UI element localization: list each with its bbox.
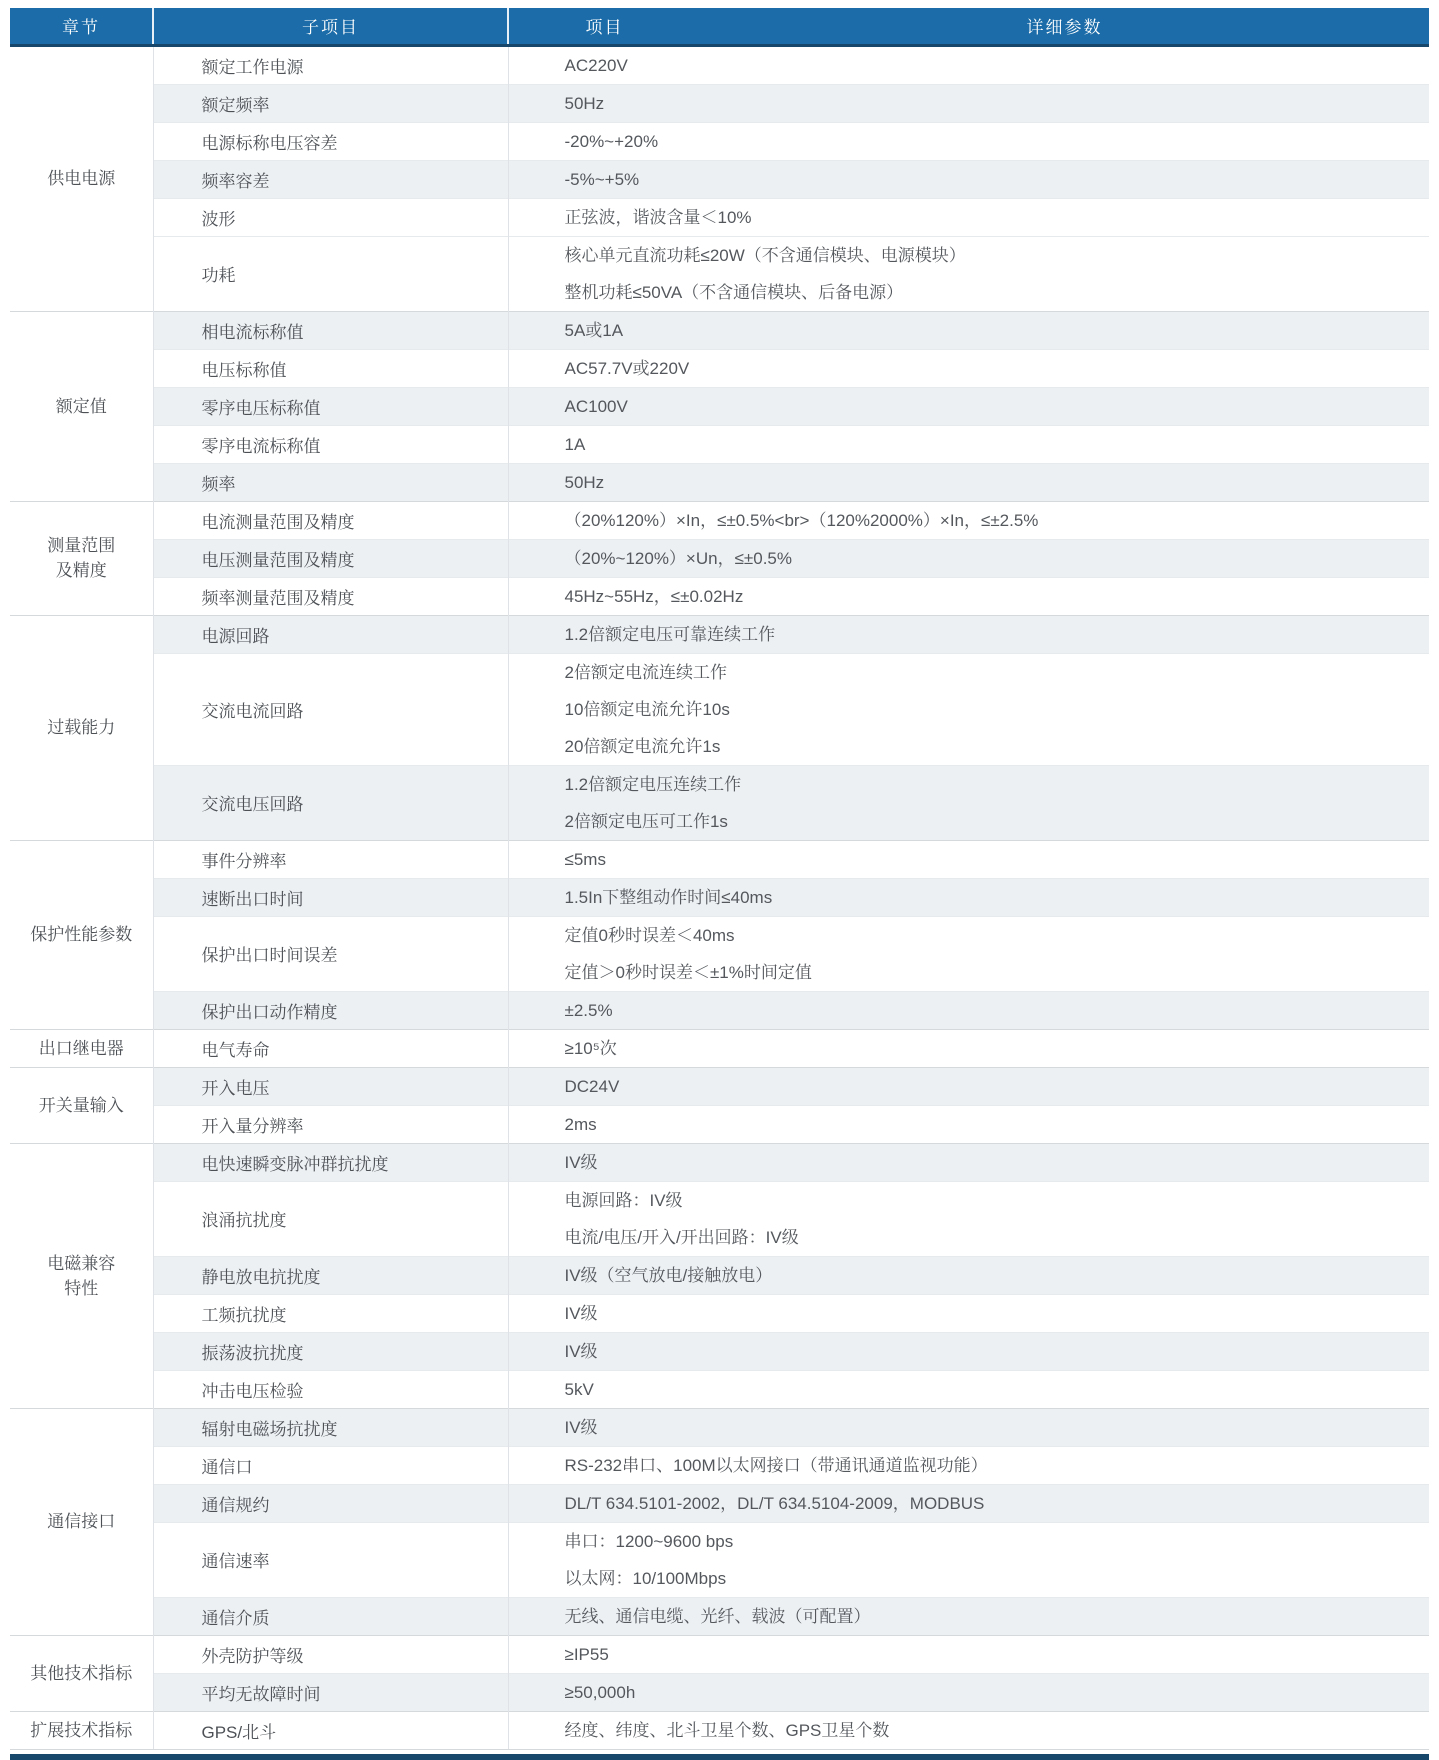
value-cell [508, 577, 1429, 615]
value-cell [508, 1673, 1429, 1711]
value-line: -5%~+5% [564, 169, 640, 189]
value-cell [508, 501, 1429, 539]
value-cell [508, 615, 1429, 653]
value-cell [508, 387, 1429, 425]
value-line: 2ms [564, 1114, 597, 1134]
value-line: 50Hz [564, 472, 605, 492]
table-row [10, 1181, 1429, 1256]
value-cell [508, 1446, 1429, 1484]
value-line: 5A或1A [564, 320, 624, 340]
chapter-cell [10, 1029, 153, 1067]
table-row [10, 349, 1429, 387]
subitem-cell: 交流电压回路 [153, 765, 508, 840]
subitem-cell: 开入电压 [153, 1067, 508, 1105]
header-cell-item: 项目 [508, 8, 700, 45]
value-line: AC100V [564, 396, 628, 416]
table-row [10, 1711, 1429, 1749]
subitem-cell: 通信规约 [153, 1484, 508, 1522]
table-row [10, 387, 1429, 425]
value-line: IV级 [564, 1341, 598, 1361]
value-cell [508, 991, 1429, 1029]
chapter-label: 特性 [64, 1278, 99, 1298]
value-cell [508, 1484, 1429, 1522]
value-line: 1.5In下整组动作时间≤40ms [564, 887, 773, 907]
table-row [10, 765, 1429, 840]
table-row [10, 236, 1429, 311]
value-line: 1A [564, 434, 586, 454]
subitem-cell: 交流电流回路 [153, 653, 508, 765]
value-cell [508, 1408, 1429, 1446]
subitem-cell: 波形 [153, 198, 508, 236]
table-row [10, 122, 1429, 160]
table-row [10, 916, 1429, 991]
table-row [10, 1484, 1429, 1522]
chapter-label: 保护性能参数 [30, 925, 133, 944]
value-cell [508, 1105, 1429, 1143]
subitem-cell: 电压测量范围及精度 [153, 539, 508, 577]
chapter-label: 及精度 [55, 561, 107, 580]
table-row [10, 1635, 1429, 1673]
value-cell [508, 425, 1429, 463]
value-line: IV级 [564, 1303, 598, 1323]
subitem-cell: 电流测量范围及精度 [153, 501, 508, 539]
value-line: RS-232串口、100M以太网接口（带通讯通道监视功能） [564, 1455, 988, 1475]
subitem-cell: 频率 [153, 463, 508, 501]
value-line: 1.2倍额定电压连续工作 [564, 774, 742, 794]
chapter-cell [10, 840, 153, 1029]
value-line: ≥50,000h [564, 1682, 636, 1702]
value-cell [508, 1711, 1429, 1749]
header-cell-params: 详细参数 [700, 8, 1429, 45]
table-row [10, 198, 1429, 236]
chapter-cell [10, 1143, 153, 1408]
value-cell [508, 1370, 1429, 1408]
value-cell [508, 1294, 1429, 1332]
value-cell [508, 840, 1429, 878]
subitem-cell: 静电放电抗扰度 [153, 1256, 508, 1294]
subitem-cell: 浪涌抗扰度 [153, 1181, 508, 1256]
spec-table-body [10, 45, 1429, 1749]
value-cell [508, 1029, 1429, 1067]
subitem-cell: 零序电压标称值 [153, 387, 508, 425]
value-cell [508, 236, 1429, 311]
value-line: IV级（空气放电/接触放电） [564, 1265, 773, 1285]
value-line: （20%120%）×In，≤±0.5%<br>（120%2000%）×In，≤±2.5% [564, 510, 1039, 530]
subitem-cell: 事件分辨率 [153, 840, 508, 878]
value-cell [508, 878, 1429, 916]
subitem-cell: 电气寿命 [153, 1029, 508, 1067]
chapter-cell [10, 45, 153, 311]
chapter-cell [10, 1067, 153, 1143]
table-row [10, 1673, 1429, 1711]
value-cell [508, 1597, 1429, 1635]
value-line: ±2.5% [564, 1000, 613, 1020]
table-row [10, 311, 1429, 349]
value-cell [508, 1256, 1429, 1294]
value-line: AC57.7V或220V [564, 358, 690, 378]
chapter-label: 出口继电器 [38, 1038, 124, 1058]
value-cell [508, 1522, 1429, 1597]
subitem-cell: GPS/北斗 [153, 1711, 508, 1749]
value-cell [508, 1143, 1429, 1181]
value-line: 正弦波，谐波含量＜10% [564, 207, 752, 227]
value-cell [508, 84, 1429, 122]
subitem-cell: 相电流标称值 [153, 311, 508, 349]
table-row [10, 1143, 1429, 1181]
chapter-label: 测量范围 [47, 536, 116, 555]
subitem-cell: 电压标称值 [153, 349, 508, 387]
value-line: 2倍额定电流连续工作 [564, 662, 727, 682]
table-row [10, 1294, 1429, 1332]
table-row [10, 1067, 1429, 1105]
table-row [10, 463, 1429, 501]
value-line: ≤5ms [564, 849, 606, 869]
value-line: 无线、通信电缆、光纤、载波（可配置） [564, 1606, 871, 1626]
value-cell [508, 916, 1429, 991]
value-line: 电源回路：IV级 [564, 1190, 683, 1210]
value-line: 50Hz [564, 93, 605, 113]
chapter-label: 其他技术指标 [30, 1663, 133, 1683]
chapter-label: 开关量输入 [38, 1095, 124, 1115]
value-line: ≥IP55 [564, 1644, 609, 1664]
value-line: 45Hz~55Hz，≤±0.02Hz [564, 586, 744, 606]
table-row [10, 1256, 1429, 1294]
table-row [10, 45, 1429, 84]
table-row [10, 991, 1429, 1029]
table-row [10, 1597, 1429, 1635]
value-line: 整机功耗≤50VA（不含通信模块、后备电源） [564, 282, 904, 302]
subitem-cell: 频率容差 [153, 160, 508, 198]
chapter-label: 通信接口 [47, 1512, 116, 1531]
value-cell [508, 1067, 1429, 1105]
subitem-cell: 辐射电磁场抗扰度 [153, 1408, 508, 1446]
subitem-cell: 零序电流标称值 [153, 425, 508, 463]
table-row [10, 653, 1429, 765]
value-cell [508, 160, 1429, 198]
value-cell [508, 1181, 1429, 1256]
value-cell [508, 653, 1429, 765]
spec-table [10, 8, 1429, 1750]
subitem-cell: 通信介质 [153, 1597, 508, 1635]
header-cell-chapter: 章节 [10, 8, 153, 45]
value-line: IV级 [564, 1417, 598, 1437]
value-cell [508, 198, 1429, 236]
chapter-label: 过载能力 [47, 718, 116, 737]
value-line: 5kV [564, 1379, 594, 1399]
chapter-cell [10, 1408, 153, 1635]
subitem-cell: 振荡波抗扰度 [153, 1332, 508, 1370]
spec-table-header [10, 8, 1429, 45]
value-cell [508, 1332, 1429, 1370]
chapter-label: 额定值 [55, 396, 107, 416]
table-row [10, 1370, 1429, 1408]
value-cell [508, 539, 1429, 577]
value-line: 经度、纬度、北斗卫星个数、GPS卫星个数 [564, 1720, 890, 1740]
value-line: 定值＞0秒时误差＜±1%时间定值 [564, 962, 812, 982]
chapter-cell [10, 1711, 153, 1749]
value-line: DL/T 634.5101-2002，DL/T 634.5104-2009，MODBUS [564, 1493, 985, 1513]
subitem-cell: 速断出口时间 [153, 878, 508, 916]
value-line: 串口：1200~9600 bps [564, 1531, 734, 1551]
table-row [10, 1446, 1429, 1484]
value-line: 定值0秒时误差＜40ms [564, 925, 735, 945]
subitem-cell: 额定频率 [153, 84, 508, 122]
table-row [10, 615, 1429, 653]
table-row [10, 1029, 1429, 1067]
value-cell [508, 45, 1429, 84]
chapter-label: 电磁兼容 [47, 1253, 116, 1273]
subitem-cell: 额定工作电源 [201, 57, 304, 77]
chapter-cell [10, 1635, 153, 1711]
chapter-label: 扩展技术指标 [30, 1720, 133, 1740]
table-row [10, 840, 1429, 878]
table-row [10, 425, 1429, 463]
value-line: （20%~120%）×Un，≤±0.5% [564, 548, 792, 568]
table-row [10, 160, 1429, 198]
subitem-cell: 保护出口时间误差 [153, 916, 508, 991]
value-line: DC24V [564, 1076, 620, 1096]
value-line: 核心单元直流功耗≤20W（不含通信模块、电源模块） [564, 245, 966, 265]
chapter-label: 供电电源 [47, 169, 116, 188]
chapter-cell [10, 501, 153, 615]
value-line: IV级 [564, 1152, 598, 1172]
value-line: ≥10⁵次 [564, 1038, 617, 1058]
chapter-cell [10, 311, 153, 501]
header-cell-subitem: 子项目 [153, 8, 508, 45]
value-line: -20%~+20% [564, 131, 659, 151]
table-bottom-bar [10, 1754, 1429, 1760]
value-line: 10倍额定电流允许10s [564, 699, 730, 719]
value-line: AC220V [564, 55, 628, 75]
value-cell [508, 463, 1429, 501]
subitem-cell: 通信速率 [153, 1522, 508, 1597]
table-row [10, 501, 1429, 539]
subitem-cell: 保护出口动作精度 [153, 991, 508, 1029]
subitem-cell: 电源回路 [153, 615, 508, 653]
value-line: 电流/电压/开入/开出回路：IV级 [564, 1227, 799, 1247]
chapter-cell [10, 615, 153, 840]
value-line: 以太网：10/100Mbps [564, 1568, 727, 1588]
table-row [10, 539, 1429, 577]
subitem-cell: 平均无故障时间 [153, 1673, 508, 1711]
table-row [10, 1332, 1429, 1370]
value-cell [508, 1635, 1429, 1673]
table-row [10, 1105, 1429, 1143]
subitem-cell: 电快速瞬变脉冲群抗扰度 [153, 1143, 508, 1181]
subitem-cell: 冲击电压检验 [153, 1370, 508, 1408]
value-cell [508, 349, 1429, 387]
value-line: 2倍额定电压可工作1s [564, 811, 728, 831]
table-row [10, 878, 1429, 916]
value-cell [508, 311, 1429, 349]
subitem-cell: 频率测量范围及精度 [153, 577, 508, 615]
subitem-cell: 功耗 [153, 236, 508, 311]
subitem-cell: 外壳防护等级 [153, 1635, 508, 1673]
value-line: 1.2倍额定电压可靠连续工作 [564, 624, 776, 644]
table-row [10, 577, 1429, 615]
subitem-cell: 工频抗扰度 [153, 1294, 508, 1332]
table-row [10, 1522, 1429, 1597]
subitem-cell: 电源标称电压容差 [153, 122, 508, 160]
table-row [10, 1408, 1429, 1446]
table-row [10, 84, 1429, 122]
value-cell [508, 122, 1429, 160]
value-cell [508, 765, 1429, 840]
value-line: 20倍额定电流允许1s [564, 736, 721, 756]
subitem-cell: 开入量分辨率 [153, 1105, 508, 1143]
header-row [10, 8, 1429, 45]
subitem-cell: 通信口 [153, 1446, 508, 1484]
